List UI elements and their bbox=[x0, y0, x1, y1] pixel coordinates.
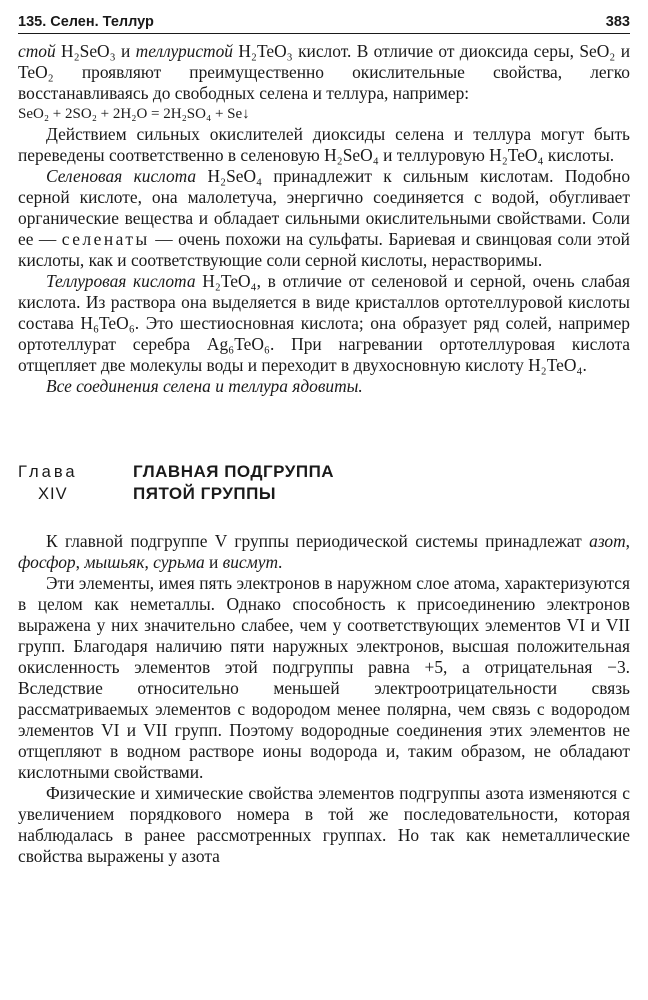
separator: , bbox=[75, 552, 85, 572]
separator: . bbox=[278, 552, 283, 572]
chemical-equation: SeO₂ + 2SO₂ + 2H₂O = 2H₂SO₄ + Se↓ bbox=[18, 106, 250, 122]
paragraph-electrons: Эти элементы, имея пять электронов в наружном слое атома, характеризуются в целом как неметаллы. Однако способность к присоединению электронов выражена у них значительно слабее, чем у соответствующих элементов VI и VII групп. Благодаря наличию пяти наружных электронов, высшая положительная окисленность элементов этой подгруппы равна +5, а отрицательная −3. Вследствие относительно меньшей электроотрицательности связь рассматриваемых элементов с водородом менее полярна, чем связь с водородом элементов VI и VII групп. Поэтому водородные соединения этих элементов не отщепляют в водном растворе ионы водорода и, таким образом, не обладают кислотными свойствами. bbox=[18, 573, 630, 782]
paragraph-acids bbox=[18, 41, 630, 104]
paragraph-telluric-acid bbox=[18, 271, 630, 376]
element-name: мышьяк bbox=[84, 552, 145, 572]
chapter-word: Глава bbox=[18, 463, 78, 481]
text-run: — очень похожи на сульфаты. Бариевая и свинцовая соли этой кислоты, как и соответствующие соли серной кислоты, нерастворимы. bbox=[18, 229, 630, 270]
text-run: К главной подгруппе V группы периодической системы принадлежат bbox=[46, 531, 590, 551]
chapter-number: XIV bbox=[38, 485, 68, 503]
chapter-title-line: ПЯТОЙ ГРУППЫ bbox=[133, 484, 276, 503]
emphasis-term: Теллуровая кислота bbox=[46, 271, 196, 291]
emphasis-term: теллуристой bbox=[135, 41, 234, 61]
section-title: 135. Селен. Теллур bbox=[18, 14, 154, 30]
text-run: H₂TeO₄, в отличие от селеновой и серной, очень слабая кислота. Из раствора она выделяется в виде кристаллов ортотеллуровой кислоты состава H₆TeO₆. Это шестиосновная кислота; она образует ряд солей, например ортотеллурат серебра Ag₆TeO₆. При нагревании ортотеллуровая кислота отщепляет две молекулы воды и переходит в двухосновную кислоту H₂TeO₄. bbox=[18, 271, 630, 375]
paragraph-oxidizers: Действием сильных окислителей диоксиды селена и теллура могут быть переведены соответственно в селеновую H₂SeO₄ и теллуровую H₂TeO₄ кислоты. bbox=[18, 124, 630, 165]
running-header bbox=[18, 14, 630, 34]
chapter-heading bbox=[18, 461, 630, 505]
element-name: азот bbox=[589, 531, 626, 551]
page-number: 383 bbox=[605, 14, 630, 30]
text-run: H₂SeO₄ принадлежит к сильным кислотам. Подобно серной кислоте, она малолетуча, энергично соединяется с водой, обугливает органические вещества и обладает сильными окислительными свойствами. Соли ее — bbox=[18, 166, 631, 249]
element-name: сурьма bbox=[153, 552, 205, 572]
separator: , bbox=[144, 552, 154, 572]
chapter-title-line: ГЛАВНАЯ ПОДГРУППА bbox=[133, 462, 335, 481]
text-run: H₂TeO₃ кислот. В отличие от диоксида серы, SeO₂ и TeO₂ проявляют преимущественно окислительные свойства, легко восстанавливаясь до свободных селена и теллура, например: bbox=[18, 41, 631, 103]
separator: , bbox=[625, 531, 630, 551]
emphasis-term: стой bbox=[18, 41, 56, 61]
emphasis-term: Селеновая кислота bbox=[46, 166, 197, 186]
emphasis-sentence: Все соединения селена и теллура ядовиты. bbox=[46, 376, 363, 396]
spaced-term: селенаты bbox=[61, 229, 150, 249]
element-name: висмут bbox=[222, 552, 279, 572]
book-page bbox=[18, 14, 630, 867]
paragraph-group-members bbox=[18, 531, 630, 573]
paragraph-properties: Физические и химические свойства элементов подгруппы азота изменяются с увеличением порядкового номера в той же последовательности, которая наблюдалась в ранее рассмотренных группах. Но так как неметаллические свойства выражены у азота bbox=[18, 783, 630, 866]
text-run: H₂SeO₃ и bbox=[55, 41, 136, 61]
chapter-title bbox=[133, 461, 334, 505]
page-body bbox=[18, 41, 630, 867]
element-name: фосфор bbox=[18, 552, 76, 572]
separator: и bbox=[204, 552, 223, 572]
chapter-label bbox=[18, 461, 133, 505]
paragraph-toxicity bbox=[18, 376, 630, 397]
paragraph-selenic-acid bbox=[18, 166, 630, 271]
